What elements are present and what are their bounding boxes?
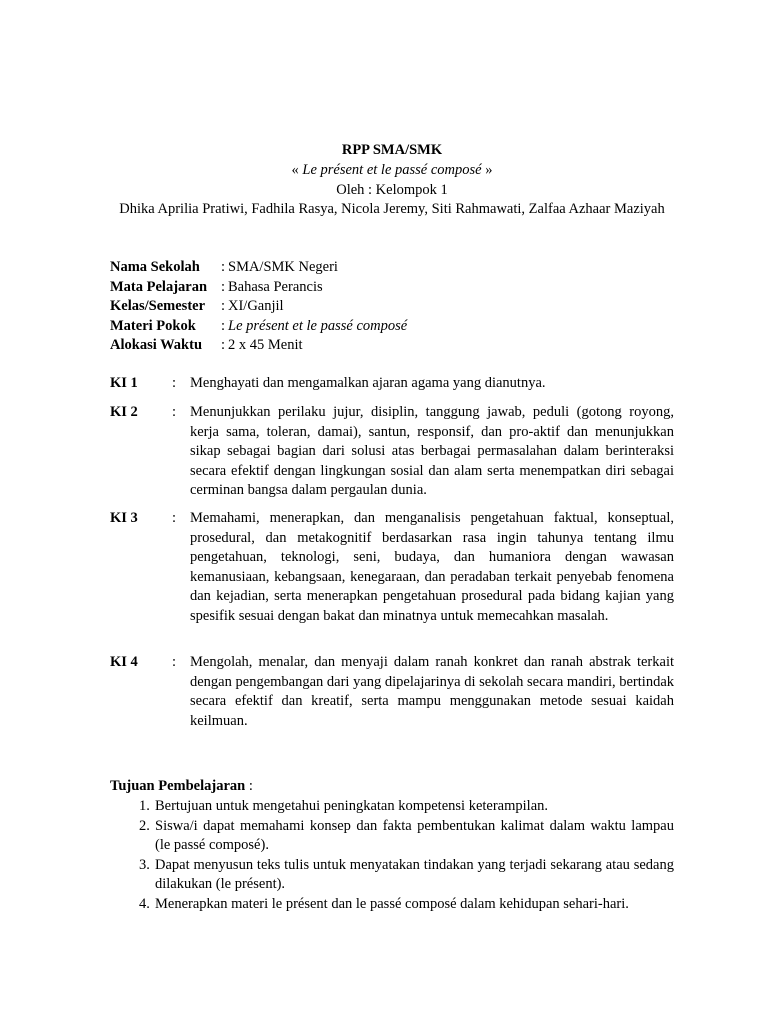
info-colon: :: [220, 317, 226, 334]
info-label: Alokasi Waktu: [110, 337, 203, 353]
ki-3: [110, 509, 674, 626]
info-row-school: [110, 258, 407, 278]
ki-colon: :: [172, 404, 177, 420]
list-number: [110, 856, 155, 895]
learning-objectives-title: Tujuan Pembelajaran: [110, 778, 246, 794]
list-item-text: Dapat menyusun teks tulis untuk menyatakan tindakan yang terjadi sekarang atau sedang dilakukan (le présent).: [155, 856, 674, 892]
info-label: Mata Pelajaran: [110, 278, 208, 295]
ki-label: KI 4: [110, 654, 138, 670]
ki-label: KI 1: [110, 375, 138, 391]
byline: Oleh : Kelompok 1: [336, 182, 448, 198]
ki-text: Menghayati dan mengamalkan ajaran agama yang dianutnya.: [190, 375, 546, 391]
ki-colon: :: [172, 375, 177, 391]
subtitle-open-quote: «: [291, 162, 303, 178]
info-row-subject: [110, 278, 407, 298]
info-colon: :: [220, 278, 226, 295]
ki-text: Menunjukkan perilaku jujur, disiplin, tanggung jawab, peduli (gotong royong, kerja sama, toleran, damai), santun, responsif, dan pro-aktif dan menunjukkan sikap sebagai bagian dari solusi atas berbagai permasalahan dalam berinteraksi secara efektif dengan lingkungan sosial dan alam serta menempatkan diri sebagai cerminan bangsa dalam pergaulan dunia.: [190, 404, 674, 498]
info-row-topic: [110, 317, 407, 337]
list-item: [110, 797, 674, 817]
list-number: [110, 817, 155, 856]
list-item: [110, 895, 674, 915]
list-item-text: Bertujuan untuk mengetahui peningkatan kompetensi keterampilan.: [155, 798, 549, 814]
learning-objectives-heading: [110, 777, 253, 797]
document-title: RPP SMA/SMK: [341, 142, 443, 158]
ki-label: KI 2: [110, 404, 138, 420]
list-number: [110, 895, 155, 915]
ki-4: [110, 653, 674, 731]
ki-2: [110, 403, 674, 501]
ki-colon: :: [172, 510, 177, 526]
list-number-text: 4.: [139, 895, 150, 912]
list-item: [110, 817, 674, 856]
list-item: [110, 856, 674, 895]
learning-objectives-list: [110, 797, 674, 914]
document-subtitle: [110, 161, 674, 181]
ki-label: KI 3: [110, 510, 138, 526]
ki-1: [110, 374, 674, 394]
info-row-time: [110, 336, 407, 356]
ki-colon: :: [172, 654, 177, 670]
info-row-class: [110, 297, 407, 317]
info-colon: :: [220, 259, 226, 275]
list-item-text: Menerapkan materi le présent dan le passé composé dalam kehidupan sehari-hari.: [155, 895, 629, 912]
learning-objectives-colon: :: [245, 778, 253, 794]
info-colon: :: [220, 337, 226, 353]
ki-text: Mengolah, menalar, dan menyaji dalam ranah konkret dan ranah abstrak terkait dengan pengembangan dari yang dipelajarinya di sekolah secara mandiri, bertindak secara efektif dan kreatif, serta mampu menggunakan metode sesuai kaidah keilmuan.: [190, 654, 674, 729]
subtitle-topic: Le présent et le passé composé: [302, 162, 482, 178]
info-table: [110, 258, 407, 356]
list-number-text: 3.: [139, 856, 150, 873]
list-number-text: 2.: [139, 817, 150, 834]
info-value: SMA/SMK Negeri: [228, 259, 338, 275]
info-colon: :: [220, 298, 226, 314]
info-value: Le présent et le passé composé: [228, 317, 408, 334]
info-value: Bahasa Perancis: [228, 278, 323, 295]
info-label: Kelas/Semester: [110, 298, 206, 314]
info-value: 2 x 45 Menit: [228, 337, 303, 353]
ki-text: Memahami, menerapkan, dan menganalisis pengetahuan faktual, konseptual, prosedural, dan metakognitif berdasarkan rasa ingin tahunya tentang ilmu pengetahuan, teknologi, seni, budaya, dan humaniora dengan wawasan kemanusiaan, kebangsaan, kenegaraan, dan peradaban terkait penyebab fenomena dan kejadian, serta menerapkan pengetahuan prosedural pada bidang kajian yang spesifik sesuai dengan bakat dan minatnya untuk memecahkan masalah.: [190, 510, 674, 624]
subtitle-close-quote: »: [481, 162, 493, 178]
info-label: Nama Sekolah: [110, 259, 200, 275]
author-list: Dhika Aprilia Pratiwi, Fadhila Rasya, Nicola Jeremy, Siti Rahmawati, Zalfaa Azhaar Maziyah: [119, 201, 665, 217]
list-number-text: 1.: [139, 798, 150, 814]
list-item-text: Siswa/i dapat memahami konsep dan fakta pembentukan kalimat dalam waktu lampau (le passé composé).: [155, 817, 674, 853]
list-number: [110, 797, 155, 817]
info-value: XI/Ganjil: [228, 298, 284, 314]
info-label: Materi Pokok: [110, 317, 196, 334]
